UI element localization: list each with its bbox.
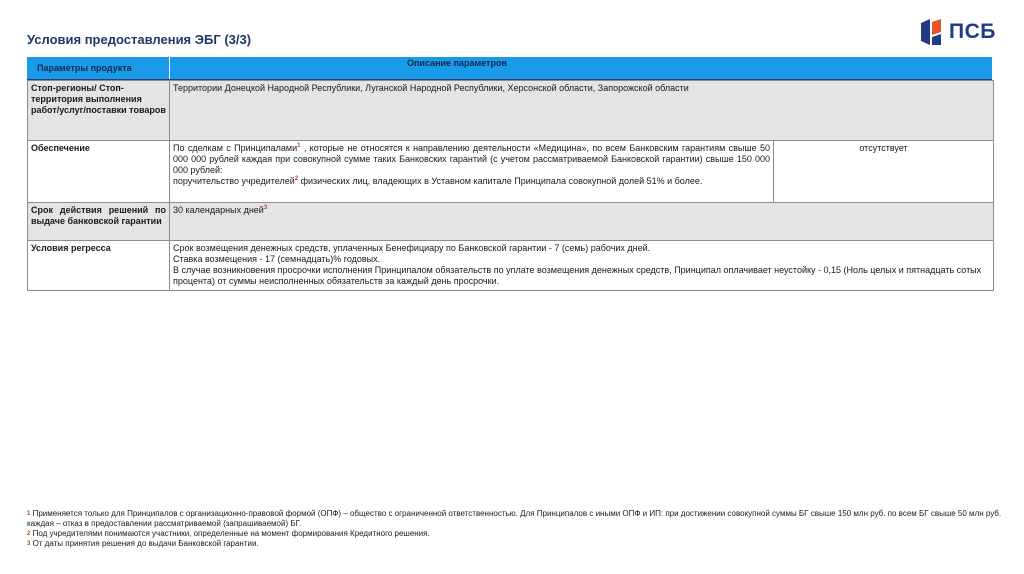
row-label: Условия регресса — [28, 241, 170, 291]
row-description — [170, 141, 774, 203]
desc-text: 30 календарных дней — [173, 205, 264, 215]
row-value-right: отсутствует — [774, 141, 994, 203]
footnote-mark: 2 — [27, 531, 31, 537]
table-row — [28, 141, 994, 203]
desc-line: Ставка возмещения - 17 (семнадцать)% годовых. — [173, 254, 381, 264]
table-row — [28, 203, 994, 241]
footnote — [27, 539, 1002, 549]
table-row — [28, 241, 994, 291]
params-table — [27, 80, 994, 291]
footnote-text: Применяется только для Принципалов с организационно-правовой формой (ОПФ) – общество с ограниченной ответственностью. Для Принципалов с иными ОПФ и ИП: при достижении совокупной суммы БГ свыше 150 млн руб. по всем БГ свыше 50 млн руб. каждая – отказ в предоставлении рассматриваемой (запрашиваемой) БГ. — [27, 509, 1002, 528]
row-description — [170, 203, 994, 241]
footnote-mark: 3 — [263, 205, 268, 211]
row-label: Обеспечение — [28, 141, 170, 203]
footnotes — [27, 509, 1002, 549]
footnote-text: Под учредителями понимаются участники, определенные на момент формирования Кредитного решения. — [30, 529, 430, 538]
desc-text: физических лиц, владеющих в Уставном капитале Принципала совокупной долей 51% и более. — [298, 176, 703, 186]
header-col-params: Параметры продукта — [37, 63, 132, 73]
header-divider — [169, 57, 170, 79]
row-description: Территории Донецкой Народной Республики, Луганской Народной Республики, Херсонской области, Запорожской области — [170, 81, 994, 141]
desc-text: поручительство учредителей — [173, 176, 295, 186]
row-description — [170, 241, 994, 291]
footnote-mark: 1 — [27, 511, 31, 517]
desc-text: По сделкам с Принципалами — [173, 143, 298, 153]
footnote-text: От даты принятия решения до выдачи Банковской гарантии. — [30, 539, 259, 548]
table-row — [28, 81, 994, 141]
header-col-description: Описание параметров — [407, 58, 507, 68]
psb-logo — [921, 19, 996, 45]
page-title: Условия предоставления ЭБГ (3/3) — [27, 32, 252, 47]
row-label: Срок действия решений по выдаче банковской гарантии — [28, 203, 170, 241]
desc-line: Срок возмещения денежных средств, уплаченных Бенефициару по Банковской гарантии - 7 (семь) рабочих дней. — [173, 243, 651, 253]
desc-line: В случае возникновения просрочки исполнения Принципалом обязательств по уплате возмещения денежных средств, Принципал оплачивает неустойку - 0,15 (Ноль целых и пятнадцать сотых процента) от суммы неисполненных обязательств за каждый день просрочки. — [173, 265, 982, 286]
desc-text: , которые не относятся к направлению деятельности «Медицина», по всем Банковским гарантиям свыше 50 000 000 рублей каждая при совокупной сумме таких Банковских гарантий (с учетом рассматриваемой Банковской гарантии) свыше 150 000 000 рублей: — [173, 143, 770, 175]
logo-text: ПСБ — [949, 20, 996, 43]
footnote-mark: 2 — [294, 176, 299, 182]
psb-logo-icon — [921, 19, 945, 45]
footnote — [27, 529, 1002, 539]
row-label: Стоп-регионы/ Стоп-территория выполнения работ/услуг/поставки товаров — [28, 81, 170, 141]
footnote-mark: 3 — [27, 541, 31, 547]
footnote-mark: 1 — [297, 143, 301, 149]
table-header — [27, 57, 992, 81]
footnote — [27, 509, 1002, 529]
